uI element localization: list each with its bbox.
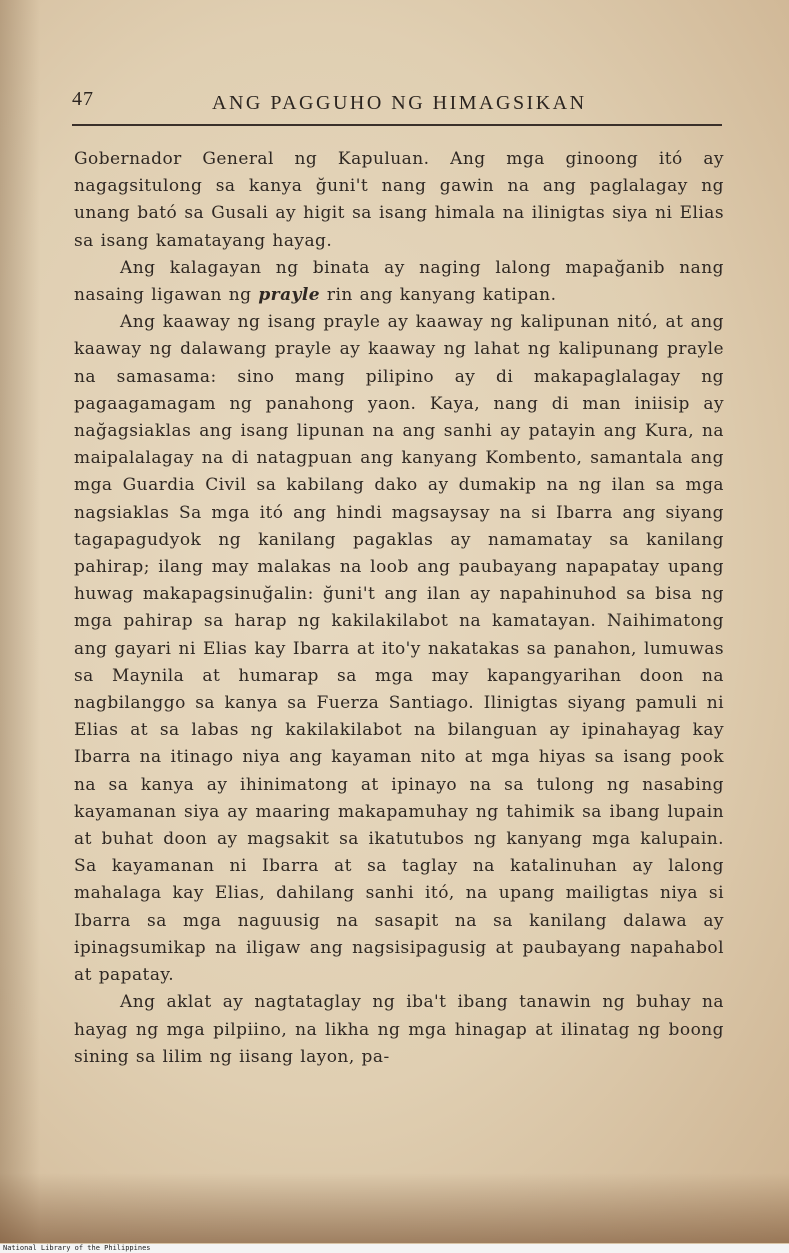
paragraph-4: Ang aklat ay nagtataglay ng iba't ibang tanawin ng buhay na hayag ng mga pilpiino, na likha ng mga hinagap at ilinatag ng boong sining sa lilim ng iisang layon, pa- <box>74 992 724 1067</box>
page-bottom-shadow <box>0 1173 789 1243</box>
paragraph-2-text-a: Ang kalagayan ng binata ay naging lalong mapağanib nang nasaing ligawan ng <box>74 257 724 306</box>
paragraph-2-text-b: rin ang kanyang katipan. <box>320 285 557 306</box>
paragraph-1: Gobernador General ng Kapuluan. Ang mga ginoong itó ay nagagsitulong sa kanya ğuni't nang gawin na ang paglalagay ng unang bató sa Gusali ay higit sa isang himala na ilinigtas siya ni Elias sa isang kamatayang hayag. <box>74 149 724 251</box>
library-credit: National Library of the Philippines <box>0 1244 789 1253</box>
body-text <box>74 146 724 1071</box>
paragraph-3: Ang kaaway ng isang prayle ay kaaway ng kalipunan nitó, at ang kaaway ng dalawang prayle ay kaaway ng lahat ng kalipunang prayle na samasama: sino mang pilipino ay di makapaglalagay ng pagaagamagam ng panahong yaon. Kaya, nang di man iniisip ay nağagsiaklas ang isang lipunan na ang sanhi ay patayin ang Kura, na maipalalagay na di natagpuan ang kanyang Kombento, samantala ang mga Guardia Civil sa kabilang dako ay dumakip na ng ilan sa mga nagsiaklas Sa mga itó ang hindi magsaysay na si Ibarra ang siyang tagapagudyok ng kanilang pagaklas ay namamatay sa kanilang pahirap; ilang may malakas na loob ang paubayang napapatay upang huwag makapagsinuğalin: ğuni't ang ilan ay napahinuhod sa bisa ng mga pahirap sa harap ng kakilakilabot na kamatayan. Naihimatong ang gayari ni Elias kay Ibarra at ito'y nakatakas sa panahon, lumuwas sa Maynila at humarap sa mga may kapangyarihan doon na nagbilanggo sa kanya sa Fuerza Santiago. Ilinigtas siyang pamuli ni Elias at sa labas ng kakilakilabot na bilanguan ay ipinahayag kay Ibarra na itinago niya ang kayaman nito at mga hiyas sa isang pook na sa kanya ay ihinimatong at ipinayo na sa tulong ng nasabing kayamanan siya ay maaring makapamuhay ng tahimik sa ibang lupain at buhat doon ay magsakit sa ikatutubos ng kanyang mga kalupain. Sa kayamanan ni Ibarra at sa taglay na katalinuhan ay lalong mahalaga kay Elias, dahilang sanhi itó, na upang mailigtas niya si Ibarra sa mga naguusig na sasapit na sa kanilang dalawa ay ipinagsumikap na iligaw ang nagsisipagusig at paubayang napahabol at papatay. <box>74 312 724 986</box>
page-gutter-shadow <box>0 0 40 1243</box>
paragraph-2-emphasis: prayle <box>258 285 321 306</box>
page-header <box>72 88 722 126</box>
page-number: 47 <box>72 88 94 110</box>
running-title: ANG PAGGUHO NG HIMAGSIKAN <box>212 92 587 114</box>
paragraph-2 <box>74 255 724 309</box>
